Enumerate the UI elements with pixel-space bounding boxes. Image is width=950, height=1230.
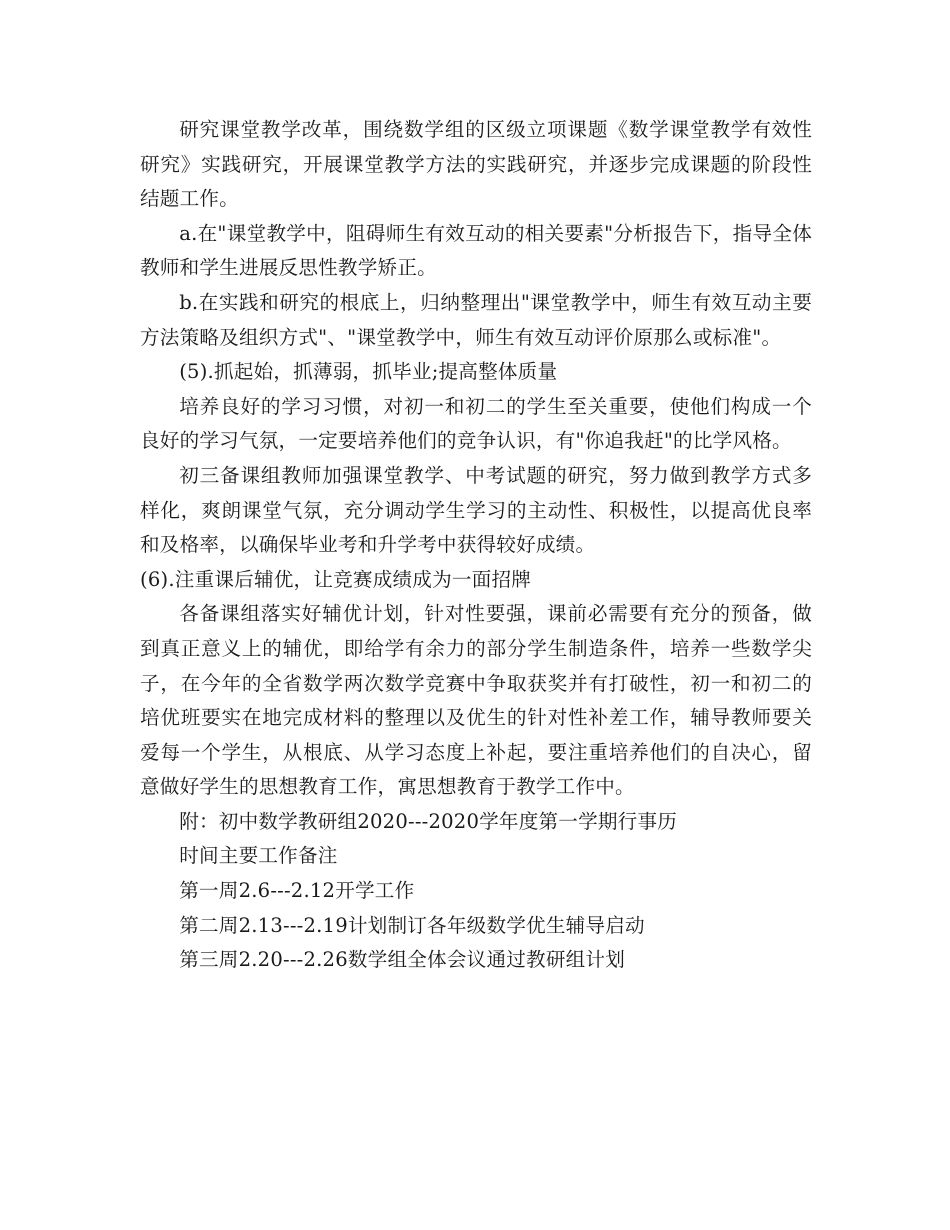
document-page	[140, 113, 812, 978]
paragraph-grade-three: 初三备课组教师加强课堂教学、中考试题的研究，努力做到教学方式多样化，爽朗课堂气氛，充分调动学生学习的主动性、积极性，以提高优良率和及格率，以确保毕业考和升学考中获得较好成绩。	[140, 463, 812, 557]
paragraph-item-a: a.在"课堂教学中，阻碍师生有效互动的相关要素"分析报告下，指导全体教师和学生进展反思性教学矫正。	[140, 221, 812, 280]
schedule-row-week-1: 第一周2.6---2.12开学工作	[179, 879, 415, 903]
schedule-row-week-3: 第三周2.20---2.26数学组全体会议通过教研组计划	[179, 948, 625, 972]
schedule-row-week-2: 第二周2.13---2.19计划制订各年级数学优生辅导启动	[179, 913, 645, 937]
paragraph-study-habits: 培养良好的学习习惯，对初一和初二的学生至关重要，使他们构成一个良好的学习气氛，一定要培养他们的竞争认识，有"你追我赶"的比学风格。	[140, 394, 812, 453]
section-heading-5: (5).抓起始，抓薄弱，抓毕业;提高整体质量	[179, 360, 558, 384]
schedule-header: 时间主要工作备注	[179, 844, 338, 868]
section-heading-6: (6).注重课后辅优，让竞赛成绩成为一面招牌	[140, 567, 532, 591]
paragraph-item-b: b.在实践和研究的根底上，归纳整理出"课堂教学中，师生有效互动主要方法策略及组织方式"、"课堂教学中，师生有效互动评价原那么或标准"。	[140, 290, 812, 349]
paragraph-tutoring-plan: 各备课组落实好辅优计划，针对性要强，课前必需要有充分的预备，做到真正意义上的辅优，即给学有余力的部分学生制造条件，培养一些数学尖子，在今年的全省数学两次数学竞赛中争取获奖并有打破性，初一和初二的培优班要实在地完成材料的整理以及优生的针对性补差工作，辅导教师要关爱每一个学生，从根底、从学习态度上补起，要注重培养他们的自决心，留意做好学生的思想教育工作，寓思想教育于教学工作中。	[140, 602, 812, 799]
appendix-title: 附：初中数学教研组2020---2020学年度第一学期行事历	[179, 809, 678, 833]
paragraph-research-reform: 研究课堂教学改革，围绕数学组的区级立项课题《数学课堂教学有效性研究》实践研究，开展课堂教学方法的实践研究，并逐步完成课题的阶段性结题工作。	[140, 118, 812, 211]
